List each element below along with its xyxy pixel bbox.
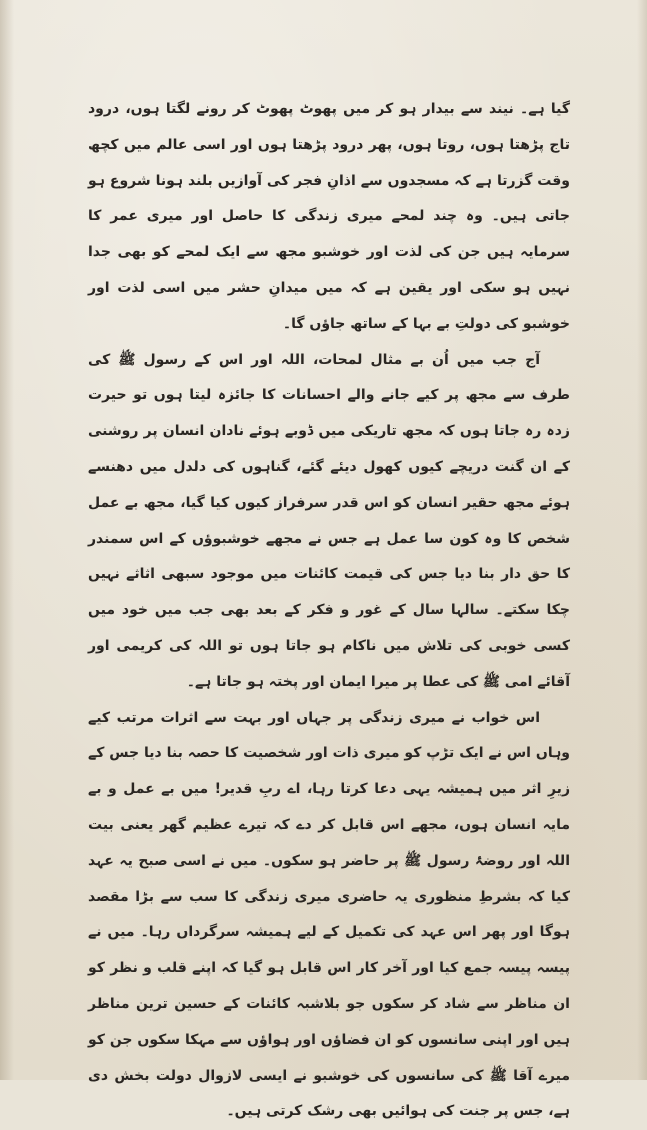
- paragraph-3: اس خواب نے میری زندگی پر جہاں اور بہت سے اثرات مرتب کیے وہاں اس نے ایک تڑپ کو میری ذات اور شخصیت کا حصہ بنا دیا جس کے زیرِ اثر میں ہمیشہ یہی دعا کرتا رہا، اے ربِ قدیر! میں بے عمل و بے مایہ انسان ہوں، مجھے اس قابل کر دے کہ تیرے عظیم گھر یعنی بیت اللہ اور روضۂ رسول ﷺ پر حاضر ہو سکوں۔ میں نے اسی صبح یہ عہد کیا کہ بشرطِ منظوری یہ حاضری میری زندگی کا سب سے بڑا مقصد ہوگا اور پھر اس عہد کی تکمیل کے لیے ہمیشہ سرگرداں رہا۔ میں نے پیسہ پیسہ جمع کیا اور آخر کار اس قابل ہو گیا کہ اپنے قلب و نظر کو ان مناظر سے شاد کر سکوں جو بلاشبہ کائنات کے حسین ترین مناظر ہیں اور اپنی سانسوں کو ان فضاؤں اور ہواؤں سے مہکا سکوں جن کو میرے آقا ﷺ کی سانسوں کی خوشبو نے ایسی لازوال دولت بخش دی ہے، جس پر جنت کی ہوائیں بھی رشک کرتی ہیں۔: [88, 709, 570, 1120]
- body-text: [88, 92, 570, 1120]
- paragraph-1: گیا ہے۔ نیند سے بیدار ہو کر میں پھوٹ پھوٹ کر رونے لگتا ہوں، درود تاج پڑھتا ہوں، روتا ہوں، پھر درود پڑھتا ہوں اور اسی عالم میں کچھ وقت گزرتا ہے کہ مسجدوں سے اذانِ فجر کی آوازیں بلند ہونا شروع ہو جاتی ہیں۔ وہ چند لمحے میری زندگی کا حاصل اور میری عمر کا سرمایہ ہیں جن کی لذت اور خوشبو مجھ سے ایک لمحے کو بھی جدا نہیں ہو سکی اور یقین ہے کہ میں میدانِ حشر میں اسی لذت اور خوشبو کی دولتِ بے بہا کے ساتھ جاؤں گا۔: [88, 101, 570, 332]
- page-edge-shadow-left: [0, 0, 14, 1080]
- paragraph-2: آج جب میں اُن بے مثال لمحات، اللہ اور اس کے رسول ﷺ کی طرف سے مجھ پر کیے جانے والے احسانات کا جائزہ لیتا ہوں تو حیرت زدہ رہ جاتا ہوں کہ مجھ تاریکی میں ڈوبے ہوئے نادان انسان پر روشنی کے ان گنت دریچے کیوں کھول دیئے گئے، گناہوں کی دلدل میں دھنسے ہوئے مجھ حقیر انسان کو اس قدر سرفراز کیوں کیا گیا، مجھ بے عمل شخص کا وہ کون سا عمل ہے جس نے مجھے خوشبوؤں کے اس سمندر کا حق دار بنا دیا جس کی قیمت کائنات میں موجود سبھی اثاثے نہیں چکا سکتے۔ سالہا سال کے غور و فکر کے بعد بھی جب میں خود میں کسی خوبی کی تلاش میں ناکام ہو جاتا ہوں تو اللہ کی کریمی اور آقائے امی ﷺ کی عطا پر میرا ایمان اور پختہ ہو جاتا ہے۔: [88, 351, 570, 690]
- page-edge-shadow-right: [637, 0, 647, 1080]
